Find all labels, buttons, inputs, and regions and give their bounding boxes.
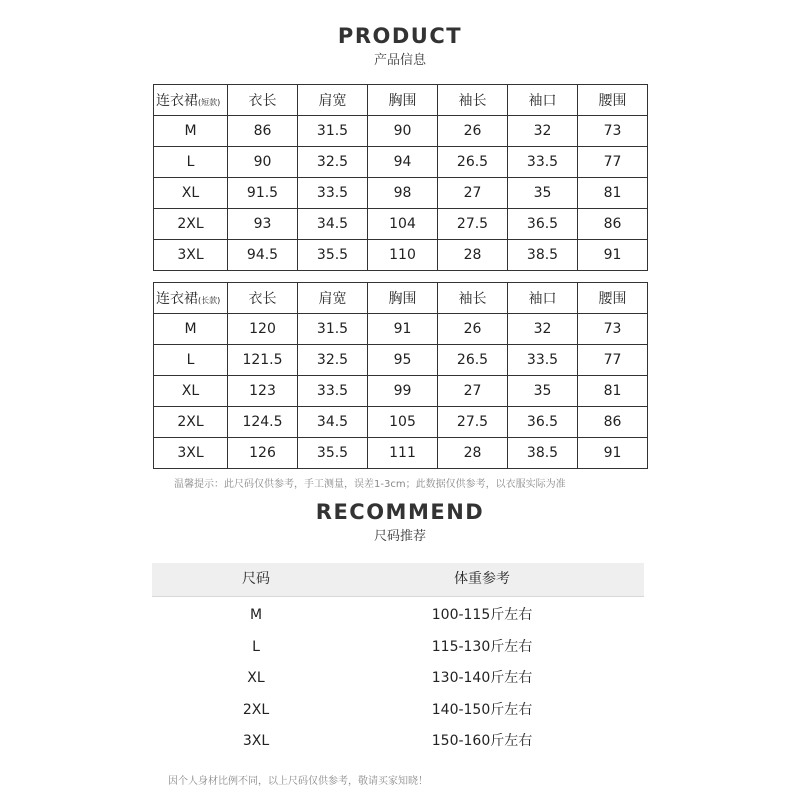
header-cell: 腰围 [578,85,648,116]
measurement-cell: 95 [368,345,438,376]
measurement-cell: 104 [368,209,438,240]
measurement-cell: 86 [228,116,298,147]
size-cell: M [154,314,228,345]
header-cell-category [154,283,228,314]
recommend-weight: 115-130斤左右 [431,638,533,655]
recommend-weight: 140-150斤左右 [431,701,533,718]
recommend-weight: 100-115斤左右 [431,607,533,623]
measurement-cell: 120 [228,314,298,345]
measurement-cell: 35.5 [298,240,368,271]
table-header-row [154,283,648,314]
measurement-cell: 26.5 [438,345,508,376]
table-row [154,438,648,469]
measurement-cell: 77 [578,147,648,178]
header-cell: 腰围 [578,283,648,314]
category-variant-label: (短款) [198,98,221,107]
measurement-cell: 91 [578,438,648,469]
measurement-cell: 27.5 [438,209,508,240]
measurement-cell: 91.5 [228,178,298,209]
measurement-cell: 27.5 [438,407,508,438]
header-cell: 袖口 [508,85,578,116]
measurement-cell: 33.5 [298,178,368,209]
measurement-cell: 93 [228,209,298,240]
size-cell: M [154,116,228,147]
footer-note: 因个人身材比例不同，以上尺码仅供参考，敬请买家知晓！ [168,776,428,787]
size-table-long [153,282,648,469]
category-variant-label: (长款) [198,296,221,305]
table-row [154,407,648,438]
size-cell: 2XL [154,407,228,438]
measurement-cell: 126 [228,438,298,469]
recommend-row [152,695,644,726]
measurement-cell: 81 [578,178,648,209]
measurement-cell: 121.5 [228,345,298,376]
measurement-tip: 温馨提示：此尺码仅供参考，手工测量，误差1-3cm；此数据仅供参考，以衣服实际为准 [174,479,566,490]
category-label: 连衣裙 [156,93,198,109]
size-recommendation-table [152,563,644,762]
header-weight: 体重参考 [454,571,510,587]
measurement-cell: 34.5 [298,209,368,240]
size-cell: 3XL [154,240,228,271]
measurement-cell: 26.5 [438,147,508,178]
size-cell: 3XL [154,438,228,469]
size-table-short [153,84,648,271]
recommend-weight: 150-160斤左右 [431,733,533,749]
table-row [154,345,648,376]
measurement-cell: 99 [368,376,438,407]
measurement-cell: 123 [228,376,298,407]
header-cell: 衣长 [228,283,298,314]
recommend-row [152,663,644,694]
measurement-cell: 90 [368,116,438,147]
measurement-cell: 91 [368,314,438,345]
measurement-cell: 77 [578,345,648,376]
measurement-cell: 32 [508,314,578,345]
measurement-cell: 90 [228,147,298,178]
measurement-cell: 73 [578,314,648,345]
recommend-size: 2XL [242,701,270,718]
measurement-cell: 31.5 [298,314,368,345]
measurement-cell: 86 [578,407,648,438]
recommend-weight: 130-140斤左右 [431,670,533,686]
table-row [154,376,648,407]
table-row [154,116,648,147]
measurement-cell: 36.5 [508,407,578,438]
measurement-cell: 32 [508,116,578,147]
product-title: PRODUCT [337,24,463,48]
measurement-cell: 111 [368,438,438,469]
category-label: 连衣裙 [156,291,198,307]
recommend-size: M [249,607,263,623]
measurement-cell: 36.5 [508,209,578,240]
size-cell: L [154,345,228,376]
header-cell: 胸围 [368,85,438,116]
recommend-size: L [252,638,260,655]
measurement-cell: 27 [438,376,508,407]
recommend-size: XL [247,670,265,686]
header-cell: 袖口 [508,283,578,314]
measurement-cell: 81 [578,376,648,407]
measurement-cell: 35 [508,178,578,209]
table-row [154,209,648,240]
measurement-cell: 73 [578,116,648,147]
size-cell: L [154,147,228,178]
measurement-cell: 35 [508,376,578,407]
size-cell: XL [154,376,228,407]
measurement-cell: 35.5 [298,438,368,469]
table-header-row [154,85,648,116]
product-subtitle: 产品信息 [373,53,426,68]
table-row [154,314,648,345]
measurement-cell: 94.5 [228,240,298,271]
header-cell: 肩宽 [298,85,368,116]
measurement-cell: 28 [438,240,508,271]
measurement-cell: 33.5 [508,345,578,376]
measurement-cell: 27 [438,178,508,209]
measurement-cell: 86 [578,209,648,240]
measurement-cell: 33.5 [298,376,368,407]
table-row [154,147,648,178]
measurement-cell: 32.5 [298,345,368,376]
header-cell: 袖长 [438,283,508,314]
measurement-cell: 31.5 [298,116,368,147]
measurement-cell: 94 [368,147,438,178]
recommend-title: RECOMMEND [315,500,485,524]
measurement-cell: 38.5 [508,240,578,271]
recommend-row [152,726,644,757]
measurement-cell: 28 [438,438,508,469]
measurement-cell: 34.5 [298,407,368,438]
measurement-cell: 110 [368,240,438,271]
table-row [154,240,648,271]
recommend-header-row [152,563,644,597]
measurement-cell: 26 [438,314,508,345]
measurement-cell: 98 [368,178,438,209]
header-cell: 肩宽 [298,283,368,314]
header-cell: 胸围 [368,283,438,314]
header-cell: 衣长 [228,85,298,116]
measurement-cell: 33.5 [508,147,578,178]
recommend-row [152,600,644,631]
measurement-cell: 124.5 [228,407,298,438]
measurement-cell: 105 [368,407,438,438]
measurement-cell: 32.5 [298,147,368,178]
header-cell-category [154,85,228,116]
table-row [154,178,648,209]
measurement-cell: 91 [578,240,648,271]
size-cell: 2XL [154,209,228,240]
measurement-cell: 38.5 [508,438,578,469]
measurement-cell: 26 [438,116,508,147]
size-cell: XL [154,178,228,209]
recommend-row [152,632,644,663]
header-size: 尺码 [242,571,270,587]
recommend-subtitle: 尺码推荐 [373,529,426,544]
recommend-size: 3XL [242,733,270,749]
header-cell: 袖长 [438,85,508,116]
